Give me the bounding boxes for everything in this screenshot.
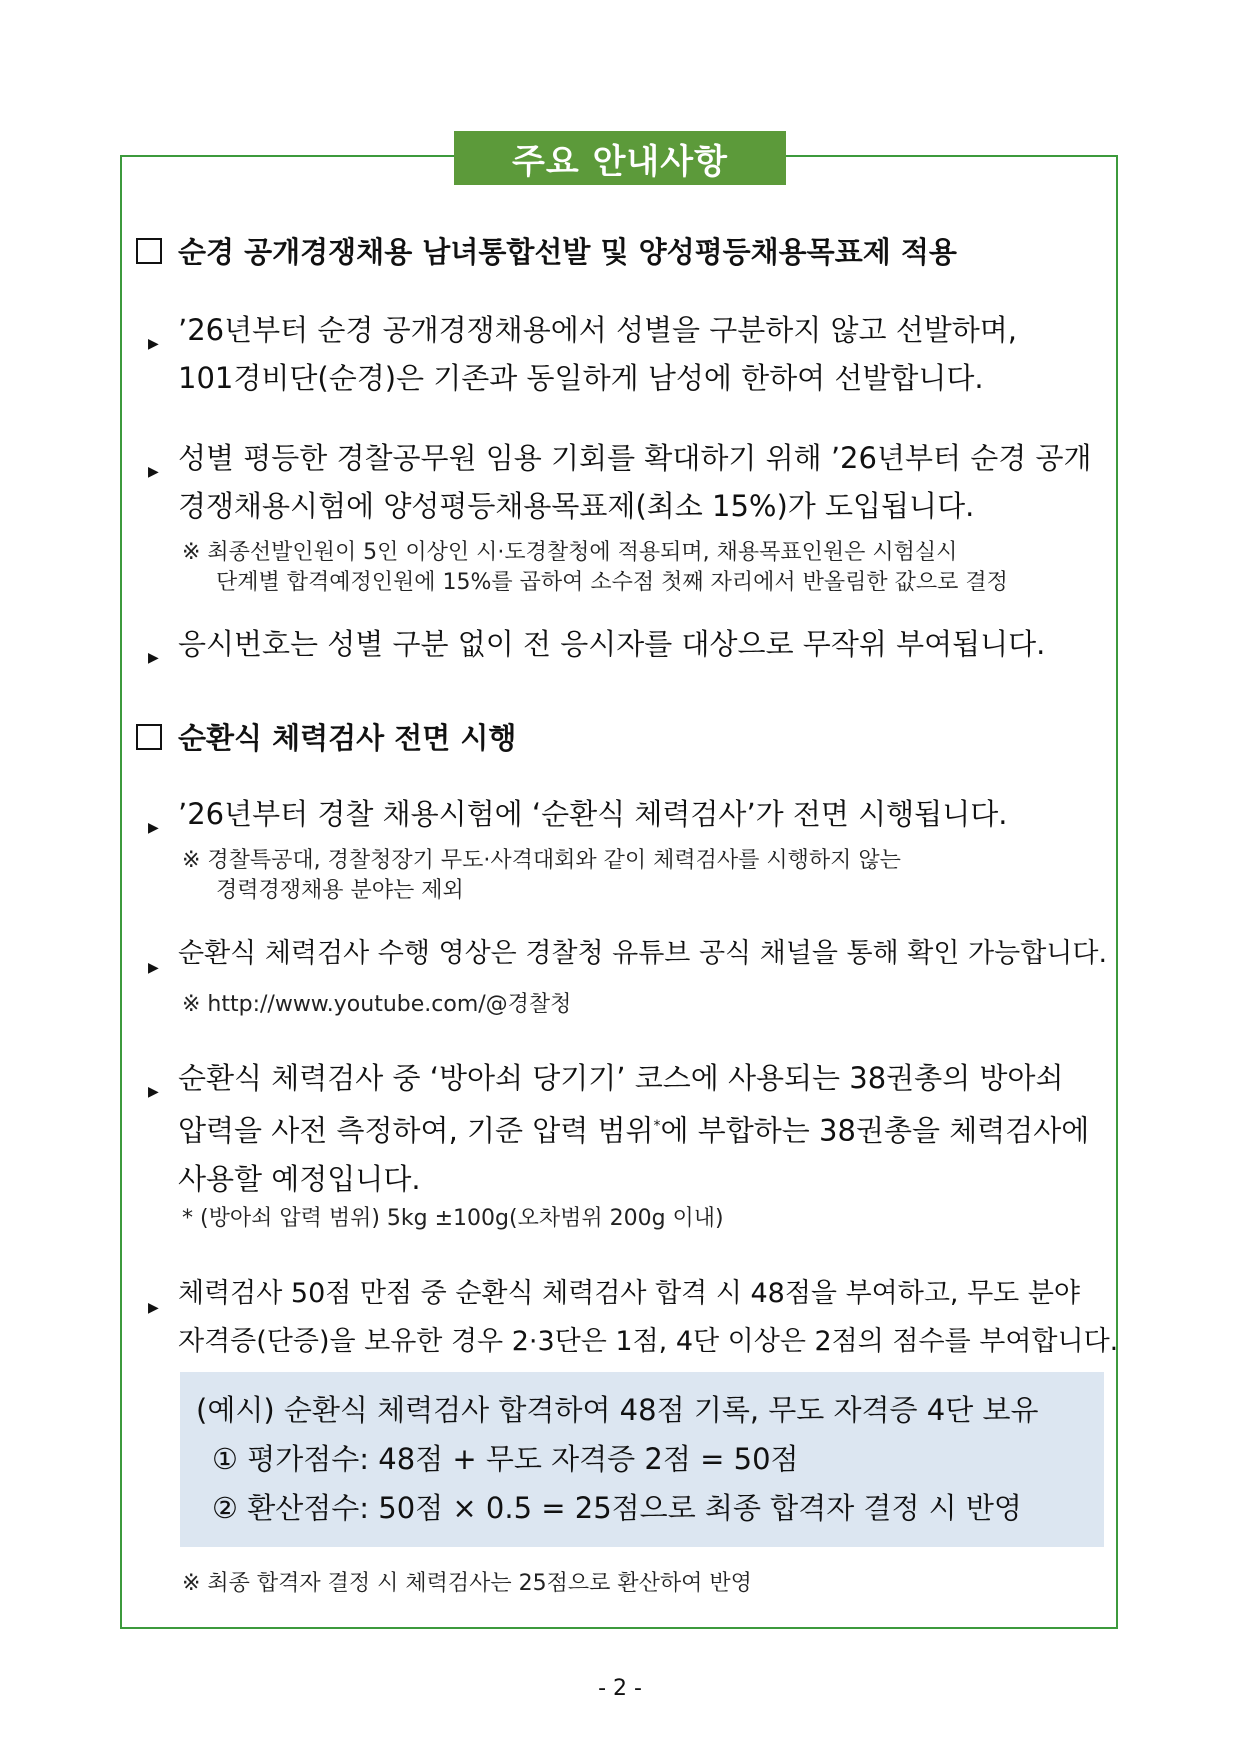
text-line: ’26년부터 순경 공개경쟁채용에서 성별을 구분하지 않고 선발하며, <box>178 313 1018 347</box>
note <box>182 990 571 1020</box>
triangle-bullet-icon: ▶ <box>148 336 159 352</box>
footnote-marker: * <box>653 1118 661 1134</box>
list-item <box>148 1270 1119 1366</box>
page-number: - 2 - <box>598 1676 642 1701</box>
note <box>182 1204 724 1234</box>
triangle-bullet-icon: ▶ <box>148 464 159 480</box>
text-line: 체력검사 50점 만점 중 순환식 체력검사 합격 시 48점을 부여하고, 무도 분야 <box>178 1278 1080 1309</box>
text-line <box>148 1102 1108 1155</box>
example-line: ① 평가점수: 48점 + 무도 자격증 2점 = 50점 <box>212 1442 799 1476</box>
example-line: ② 환산점수: 50점 × 0.5 = 25점으로 최종 합격자 결정 시 반영 <box>212 1491 1022 1525</box>
youtube-link-note: ※ http://www.youtube.com/@경찰청 <box>182 992 572 1017</box>
triangle-bullet-icon: ▶ <box>148 1084 159 1100</box>
note-line: 경력경쟁채용 분야는 제외 <box>216 878 464 903</box>
text-line: 자격증(단증)을 보유한 경우 2·3단은 1점, 4단 이상은 2점의 점수를 부여합니다. <box>178 1326 1119 1357</box>
text-line: ’26년부터 경찰 채용시험에 ‘순환식 체력검사’가 전면 시행됩니다. <box>178 797 1008 831</box>
list-item <box>148 1054 1108 1203</box>
text-line: 순환식 체력검사 중 ‘방아쇠 당기기’ 코스에 사용되는 38권총의 방아쇠 <box>178 1061 1064 1095</box>
text-line: 경쟁채용시험에 양성평등채용목표제(최소 15%)가 도입됩니다. <box>178 489 975 523</box>
example-box <box>180 1372 1104 1547</box>
note-line: 단계별 합격예정인원에 15%를 곱하여 소수점 첫째 자리에서 반올림한 값으로 결정 <box>216 570 1008 595</box>
triangle-bullet-icon: ▶ <box>148 820 159 836</box>
text-fragment: 에 부합하는 38권총을 체력검사에 <box>660 1113 1090 1148</box>
note <box>182 846 901 906</box>
note <box>182 538 1008 598</box>
checkbox-square-icon <box>136 724 162 750</box>
note <box>182 1569 752 1599</box>
note-line: ※ 경찰특공대, 경찰청장기 무도·사격대회와 같이 체력검사를 시행하지 않는 <box>182 848 901 873</box>
text-line: 성별 평등한 경찰공무원 임용 기회를 확대하기 위해 ’26년부터 순경 공개 <box>178 441 1092 475</box>
section-1-title: 순경 공개경쟁채용 남녀통합선발 및 양성평등채용목표제 적용 <box>178 235 957 269</box>
section-2-heading <box>136 716 516 757</box>
text-line: 순환식 체력검사 수행 영상은 경찰청 유튜브 공식 채널을 통해 확인 가능합니다. <box>178 938 1108 969</box>
text-line: 101경비단(순경)은 기존과 동일하게 남성에 한하여 선발합니다. <box>178 361 984 395</box>
triangle-bullet-icon: ▶ <box>148 1300 159 1316</box>
text-line: 사용할 예정입니다. <box>178 1161 421 1196</box>
banner-title: 주요 안내사항 <box>454 131 786 185</box>
section-1-heading <box>136 230 957 271</box>
triangle-bullet-icon: ▶ <box>148 960 159 976</box>
note-line: ※ 최종 합격자 결정 시 체력검사는 25점으로 환산하여 반영 <box>182 1571 752 1596</box>
note-line: * (방아쇠 압력 범위) 5kg ±100g(오차범위 200g 이내) <box>182 1206 724 1231</box>
section-2-title: 순환식 체력검사 전면 시행 <box>178 721 517 755</box>
list-item <box>148 930 1108 978</box>
list-item <box>148 790 1108 838</box>
list-item <box>148 306 1108 402</box>
note-line: ※ 최종선발인원이 5인 이상인 시·도경찰청에 적용되며, 채용목표인원은 시험실시 <box>182 540 958 565</box>
example-line: (예시) 순환식 체력검사 합격하여 48점 기록, 무도 자격증 4단 보유 <box>196 1393 1039 1427</box>
list-item <box>148 620 1108 668</box>
text-line: 응시번호는 성별 구분 없이 전 응시자를 대상으로 무작위 부여됩니다. <box>178 627 1046 661</box>
text-fragment: 압력을 사전 측정하여, 기준 압력 범위 <box>178 1113 654 1148</box>
triangle-bullet-icon: ▶ <box>148 650 159 666</box>
checkbox-square-icon <box>136 238 162 264</box>
list-item <box>148 434 1108 530</box>
